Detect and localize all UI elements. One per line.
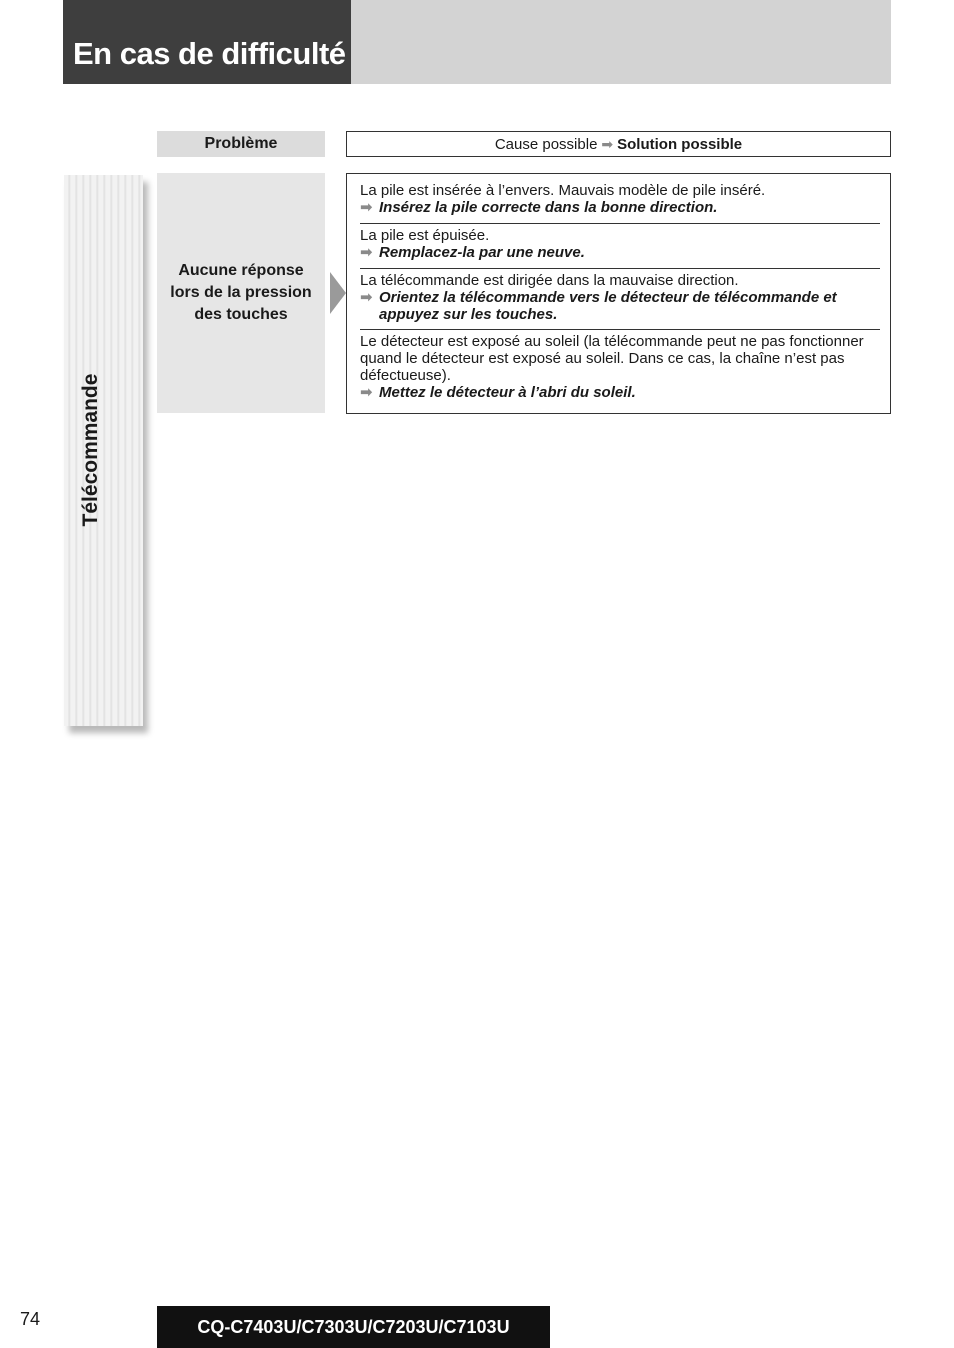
section-tab-label: Télécommande bbox=[79, 373, 102, 527]
cause-text: La pile est insérée à l’envers. Mauvais modèle de pile inséré. bbox=[360, 182, 766, 199]
model-number: CQ-C7403U/C7303U/C7203U/C7103U bbox=[157, 1306, 550, 1348]
cause-text: La pile est épuisée. bbox=[360, 227, 490, 244]
right-arrow-icon: ➡ bbox=[360, 199, 373, 216]
header-cause: Cause possible bbox=[494, 135, 598, 153]
table-row bbox=[360, 272, 880, 330]
right-arrow-icon: ➡ bbox=[360, 244, 373, 261]
solution-text bbox=[360, 244, 880, 261]
table-row bbox=[360, 333, 880, 408]
page-title: En cas de difficulté bbox=[63, 0, 351, 84]
cause-text: La télécommande est dirigée dans la mauvaise direction. bbox=[360, 272, 739, 289]
header-problem: Problème bbox=[157, 131, 325, 157]
table-row bbox=[360, 182, 880, 224]
solution-label: Insérez la pile correcte dans la bonne direction. bbox=[379, 199, 718, 216]
solution-label: Orientez la télécommande vers le détecteur de télécommande et appuyez sur les touches. bbox=[379, 289, 837, 323]
page-number: 74 bbox=[20, 1309, 41, 1329]
section-tab bbox=[64, 175, 143, 726]
header-cause-solution bbox=[346, 131, 891, 157]
cause-text: Le détecteur est exposé au soleil (la télécommande peut ne pas fonctionner quand le détecteur est exposé au soleil. Dans ce cas, la chaîne n’est pas défectueuse). bbox=[360, 333, 864, 384]
solution-label: Remplacez-la par une neuve. bbox=[379, 244, 585, 261]
right-arrow-icon: ➡ bbox=[360, 289, 373, 306]
solution-text bbox=[360, 199, 880, 216]
solution-text bbox=[360, 384, 880, 401]
right-arrow-icon: ➡ bbox=[601, 135, 614, 152]
solutions-table bbox=[346, 173, 891, 414]
solution-label: Mettez le détecteur à l’abri du soleil. bbox=[379, 384, 636, 401]
header-solution: Solution possible bbox=[617, 135, 743, 153]
table-row bbox=[360, 227, 880, 269]
solution-text bbox=[360, 289, 880, 323]
problem-text: Aucune réponse lors de la pression des touches bbox=[170, 262, 312, 323]
right-arrow-icon: ➡ bbox=[360, 384, 373, 401]
problem-cell bbox=[157, 173, 325, 413]
pointer-triangle-icon bbox=[330, 272, 346, 314]
